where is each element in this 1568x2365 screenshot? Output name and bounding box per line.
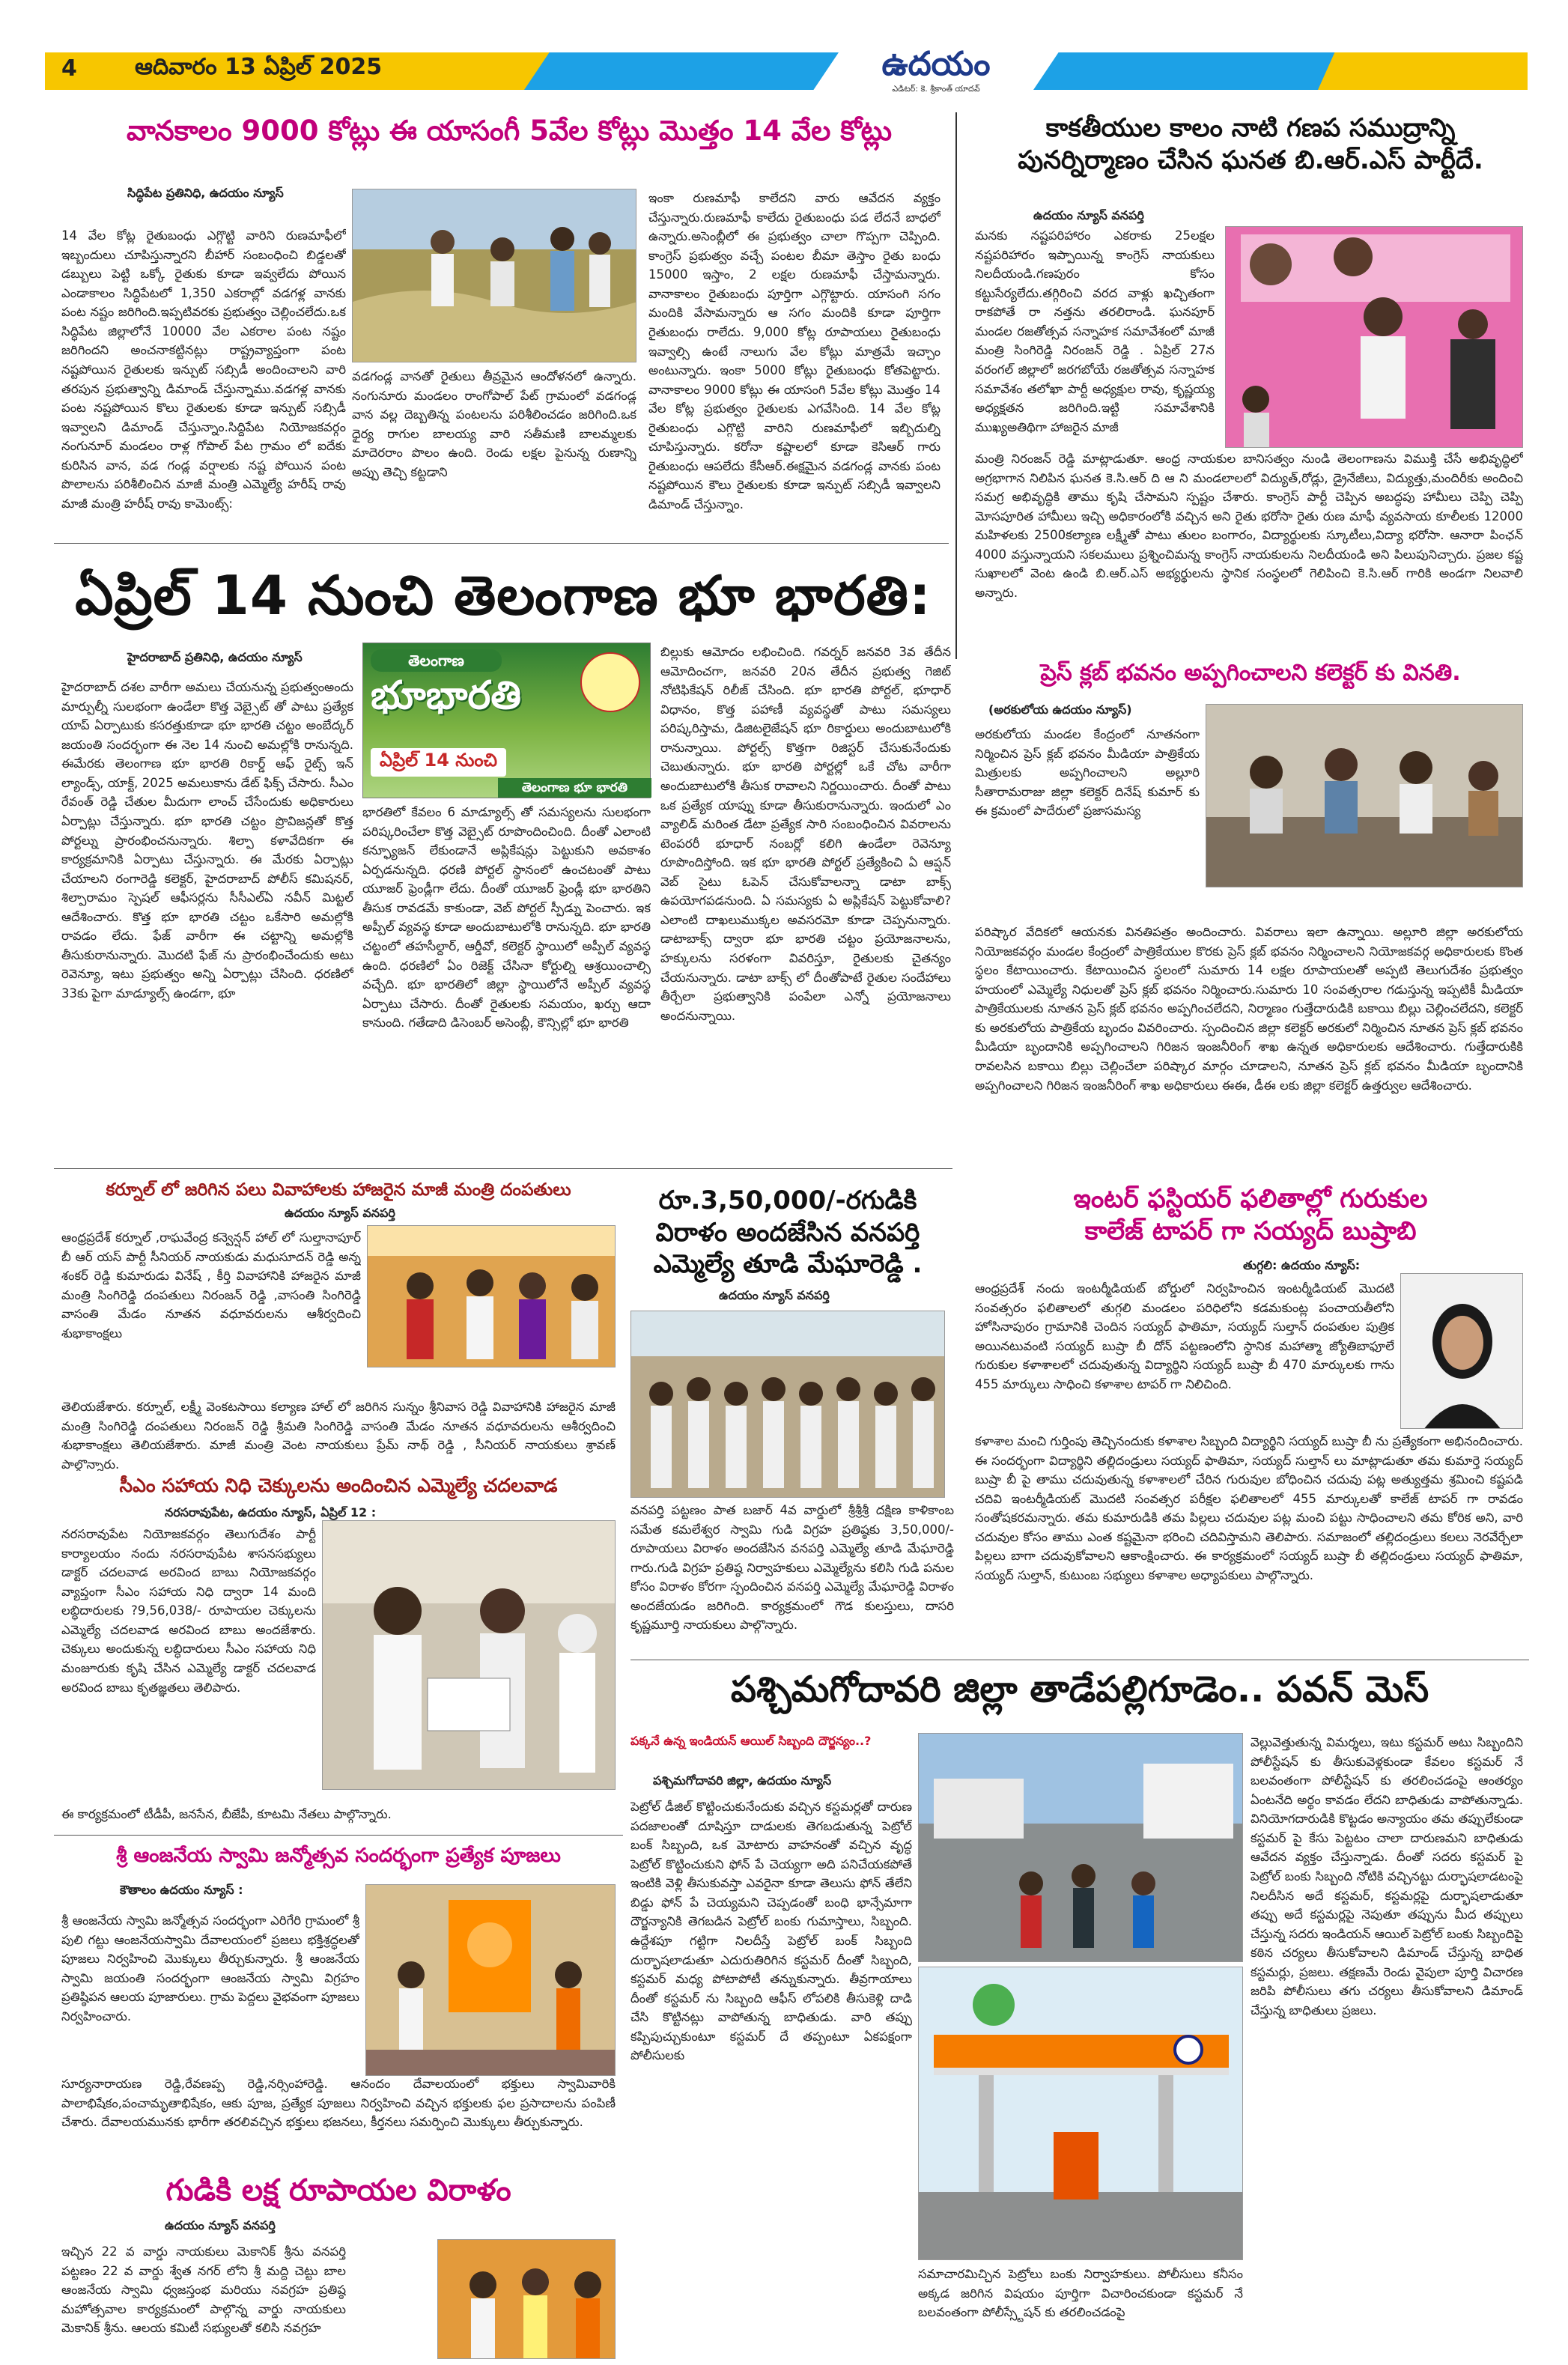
story6-headline-line2: విరాళం అందజేసిన వనపర్తి — [655, 1217, 920, 1248]
story9-photo-pump — [918, 1967, 1243, 2260]
story6-photo — [630, 1311, 945, 1498]
story11-col1: ఇచ్చిన 22 వ వార్డు నాయకులు మెకానిక్ శ్రీను వనపర్తి పట్టణం 22 వ వార్డు శ్వేత నగర్ లోని శ్రీ మద్ది చెట్టు బాల ఆంజనేయ స్వామి ధ్వజస్తంభ మరియు నవగ్రహ ప్రతిష్ఠ మహోత్సవాల కార్యక్రమంలో పాల్గొన్న వార్డు నాయకులు మెకానిక్ శ్రీను. ఆలయ కమిటీ సభ్యులతో కలిసి నవగ్రహ — [61, 2244, 346, 2336]
story1-col3: ఇంకా రుణమాఫీ కాలేదని వారు ఆవేదన వ్యక్తం చేస్తున్నారు.రుణమాఫీ కాలేదు రైతుబంధు పడ లేదనే బాధలో ఉన్నారు.అసెంబ్లీలో ఈ ప్రభుత్వం చాలా గొప్పగా చెప్పింది. కాంగ్రెస్ ప్రభుత్వం వచ్చే పంటల బీమా తెస్తాం రైతు బంధు 15000 ఇస్తాం, 2 లక్షల రుణమాఫీ చేస్తామన్నారు. వానాకాలం రైతుబంధు పూర్తిగా ఎగ్గొట్టారు. యాసంగి సగం మందికి వేసామన్నారు ఆ సగం మందికి కూడా పూర్తిగా రైతుబంధు రాలేదు. 9,000 కోట్ల రూపాయలు రైతుబంధు ఇవ్వాల్సి ఉంటే నాలుగు వేల కోట్లు మాత్రమే ఇచ్చాం అంటున్నారు. ఇంకా 5000 కోట్లు రైతుబంధు కోతపెట్టారు. వానాకాలం 9000 కోట్లు ఈ యాసంగి 5వేల కోట్లు మొత్తం 14 వేల కోట్ల ప్రభుత్వం రైతులకు ఎగవేసింది. 14 వేల కోట్ల రైతుబంధు ఎగ్గొట్టి వారిని రుణమాఫీలో ఇబ్బిదుల్ని చూపిస్తున్నారు. కరోనా కష్టాలలో కూడా కెసిఆర్ గారు రైతుబంధు ఆపలేదు కేసీఆర్.ఈక్షమైన వడగండ్ల వానకు పంట నష్టపోయిన కౌలు రైతులకు కూడా ఇన్పుట్ సబ్సిడీ ఇవ్వాలని డిమాండ్ చేస్తున్నాం. — [648, 191, 941, 511]
story4-body: పరిష్కార వేదికలో ఆయనకు వినతిపత్రం అందించారు. వివరాలు ఇలా ఉన్నాయి. అల్లూరి జిల్లా అరకులోయ నియోజకవర్గం మండల కేంద్రంలో పాత్రికేయుల కొరకు ప్రెస్ క్లబ్ భవనం నిర్మించాలని నియోజకవర్గ అధికారులకు కొంత స్థలం కేటాయించారు. కేటాయించిన స్థలంలో సుమారు 14 లక్షల రూపాయలతో అప్పటి తెలుగుదేశం ప్రభుత్వం హయంలో ఎమ్మెల్యే నిధులతో ప్రెస్ క్లబ్ భవనం నిర్మించారు.సుమారు 10 సంవత్సరాల గడుస్తున్న ఇప్పటికీ మీడియా పాత్రికేయులకు నూతన ప్రెస్ క్లబ్ భవనం అప్పగించలేదని, నిర్మాణం గుత్తేదారుడికి బకాయి బిల్లు చెల్లించలేదని, కలెక్టర్ కు అరకులోయ పాత్రికేయ బృందం వివరించారు. స్పందించిన జిల్లా కలెక్టర్ అరకులో నిర్మించిన నూతన ప్రెస్ క్లబ్ భవనం మీడియా బృందానికి అప్పగించాలని గిరిజన ఇంజనీరింగ్ శాఖ ఉన్నత అధికారులకు ఆదేశించారు. గుత్తేదారుకికి రావలసిన బకాయి బిల్లు చెల్లించేలా పరిష్కార మార్గం చూడాలని, నూతన ప్రెస్ క్లబ్ భవనం మీడియా బృందానికి అప్పగించాలని గిరిజన ఇంజనీరింగ్ శాఖ అధికారులు ఈఈ, డీఈ లకు జిల్లా కలెక్టర్ ఉత్తర్వుల ఆదేశించారు. — [975, 925, 1523, 1093]
story8-headline-line2: కాలేజ్ టాపర్ గా సయ్యద్ బుష్రాబి — [1084, 1215, 1417, 1246]
story10-photo — [365, 1884, 616, 2076]
story1-col2: వడగండ్ల వానతో రైతులు తీవ్రమైన ఆందోళనలో ఉన్నారు. నంగునూరు మండలం రాంగోపాల్ పేట్ గ్రామంలో వడగండ్ల వాన వల్ల దెబ్బతిన్న పంటలను పరిశీలించడం జరిగింది.ఒక ధైర్య రాగుల బాలయ్య వారి సతీమణి బాలమ్మలకు మాదెరరాం పొలం ఉంది. రెండు లక్షల పైనున్న రుణాన్ని అప్పు తెచ్చి కట్టడాని — [352, 369, 636, 479]
story4-col1: అరకులోయ మండల కేంద్రంలో నూతనంగా నిర్మించిన ప్రెస్ క్లబ్ భవనం మీడియా పాత్రికేయ మిత్రులకు అప్పగించాలని అల్లూరి సీతారామరాజు జిల్లా కలెక్టర్ దినేష్ కుమార్ కు ఈ క్రమంలో పాదేరులో ప్రజాసమస్య — [975, 727, 1200, 819]
graphic-title: తెలంగాణ — [371, 649, 502, 672]
bhubharati-graphic — [362, 643, 651, 798]
story9-byline: పశ్చిమగోదావరి జిల్లా, ఉదయం న్యూస్ — [653, 1773, 832, 1788]
page-number: 4 — [61, 55, 77, 82]
story7-headline: సీఎం సహాయ నిధి చెక్కులను అందించిన ఎమ్మెల్యే చదలవాడ — [119, 1475, 558, 1496]
graphic-main-title: భూభారతి — [371, 673, 521, 718]
story4-byline: (అరకులోయ ఉదయం న్యూస్) — [988, 702, 1132, 717]
issue-date: ఆదివారం 13 ఏప్రిల్ 2025 — [135, 54, 383, 80]
story8-byline: తుగ్గలి: ఉదయం న్యూస్: — [1243, 1258, 1361, 1272]
donation-group-illustration — [631, 1311, 945, 1498]
story10-body: సూర్యనారాయణ రెడ్డి,రేవణప్ప రెడ్డి,నర్సింహారెడ్డి. ఆనందం దేవాలయంలో భక్తులు స్వామివారికి పాలాభిషేకం,పంచామృతాభిషేకం, ఆకు పూజ, ప్రత్యేక పూజలు నిర్వహించి వచ్చిన భక్తులకు ఫల ప్రసాదాలను పంపిణీ చేశారు. దేవాలయమునకు భారీగా తరలివచ్చిన భక్తులు భజనలు, కీర్తనలు సమర్పించి మొక్కులు తీర్చుకున్నారు. — [61, 2077, 616, 2130]
masthead — [45, 45, 1528, 97]
street-scene-illustration — [919, 1734, 1243, 1962]
story10-col1: శ్రీ ఆంజనేయ స్వామి జన్మోత్సవ సందర్భంగా ఎరిగేరి గ్రామంలో శ్రీ పులి గట్టు ఆంజనేయస్వామి దేవాలయంలో ప్రజలు భక్తిశ్రద్ధలతో పూజలు నిర్వహించి మొక్కులు తీర్చుకున్నారు. శ్రీ ఆంజనేయ స్వామి జయంతి సందర్భంగా ఆంజనేయ స్వామి విగ్రహం ప్రతిష్ఠిపన ఆలయ పూజారులు. గ్రామ పెద్దలు వైభవంగా పూజలు నిర్వహించారు. — [61, 1913, 359, 2024]
story9-photo-street — [918, 1733, 1243, 1962]
story4-photo — [1206, 704, 1523, 887]
story5-col1: ఆంధ్రప్రదేశ్ కర్నూల్ ,రాఘవేంద్ర కన్వెన్షన్ హాల్ లో సుల్తానాపూర్ బీ ఆర్ యస్ పార్టీ సీనియర్ నాయకుడు మధుసూదన్ రెడ్డి అన్న శంకర్ రెడ్డి కుమారుడు వినేష్ , కీర్తి వివాహానికి హాజరైన మాజీ మంత్రి సింగిరెడ్డి దంపతులు నిరంజన్ రెడ్డి ,వాసంతి సింగిరెడ్డి వాసంతి మేడం నూతన వధూవరులను ఆశీర్వదించి శుభాకాంక్షలు — [61, 1230, 361, 1341]
meeting-room-illustration — [1206, 705, 1523, 887]
story10-byline: కౌతాలం ఉదయం న్యూస్ : — [120, 1883, 243, 1897]
story6-body: వనపర్తి పట్టణం పాత బజార్ 4వ వార్డులో శ్రీశ్రీశ్రీ దక్షిణ కాళికాంబ సమేత కమలేశ్వర స్వామి గుడి విగ్రహ ప్రతిష్ఠకు 3,50,000/- రూపాయలు విరాళం అందజేసిన వనపర్తి ఎమ్మెల్యే తూడి మేఘారెడ్డి గారు.గుడి విగ్రహ ప్రతిష్ఠ నిర్వాహకులు ఎమ్మెల్యేను కలిసి గుడి పనుల కోసం విరాళం కోరగా స్పందించిన వనపర్తి ఎమ్మెల్యే మేఘారెడ్డి విరాళం అందజేయడం జరిగింది. కార్యక్రమంలో గౌడ కులస్తులు, దాసరి కృష్ణమూర్తి నాయకులు పాల్గొన్నారు. — [630, 1503, 954, 1633]
story11-photo — [437, 2239, 616, 2359]
story8-col1: ఆంధ్రప్రదేశ్ నందు ఇంటర్మీడియట్ బోర్డులో నిర్వహించిన ఇంటర్మీడియట్ మొదటి సంవత్సరం ఫలితాలలో తుగ్గలి మండలం పరిధిలోని కడమకుంట్ల పంచాయతీలోని హోసినాపురం గ్రామానికి చెందిన సయ్యద్ ఫాతిమా, సయ్యద్ సుల్తాన్ దంపతుల పుత్రిక అయినటువంటి సయ్యద్ బుష్రా బీ దోన్ పట్టణంలోని స్థానిక మహాత్మా జ్యోతిబాఫూలే గురుకుల కళాశాలలో చదువుతున్న విద్యార్థిని సయ్యద్ బుష్రా బీ 470 మార్కులకు గాను 455 మార్కులు సాధించి కళాశాల టాపర్ గా నిలిచింది. — [975, 1281, 1394, 1391]
story8-headline — [973, 1183, 1528, 1247]
student-portrait — [1401, 1274, 1523, 1429]
story2-byline: ఉదయం న్యూస్ వనపర్తి — [1033, 208, 1144, 222]
story4-headline: ప్రెస్ క్లబ్ భవనం అప్పగించాలని కలెక్టర్ కు వినతి. — [1040, 660, 1461, 686]
story3-col2: భారతిలో కేవలం 6 మాడ్యూల్స్ తో సమస్యలను సులభంగా పరిష్కరించేలా కొత్త వెబ్సైట్ రూపొందించింది. దీంతో ఎలాంటి కన్ఫ్యూజన్ లేకుండానే అప్లికేషన్లు పెట్టుకుని అవకాశం ఏర్పడనున్నది. ధరణి పోర్టల్ స్థానంలో ఉంచటంతో పాటు యూజర్ ఫ్రెండ్లీగా లేదు. దీంతో యూజర్ ఫ్రెండ్లీ భూ భారతిని తీసుక రావడమే కాకుండా, వెబ్ పోర్టల్ స్పీడ్ను పెంచారు. ఇక అప్పీల్ వ్యవస్థ కూడా అందుబాటులోకి రానున్నది. భూ భారతి చట్టంలో తహసీల్దార్, ఆర్డీవో, కలెక్టర్ స్థాయిలో అప్పీల్ వ్యవస్థ ఉంది. ధరణిలో ఏం రిజెక్ట్ చేసినా కోర్టుల్ని ఆశ్రయించాల్సి వచ్చేది. భూ భారతిలో జిల్లా స్థాయిలోనే అప్పీల్ వ్యవస్థ ఏర్పాటు చేసారు. దీంతో రైతులకు సమయం, ఖర్చు ఆదా కానుంది. గతేడాది డిసెంబర్ అసెంబ్లీ, కౌన్సిల్లో భూ భారతి — [362, 805, 651, 1030]
emblem-icon — [580, 652, 640, 712]
story3-headline: ఏప్రిల్ 14 నుంచి తెలంగాణ భూ భారతి: — [75, 564, 932, 627]
story6-headline — [630, 1185, 945, 1281]
temple-donation-illustration — [438, 2240, 616, 2359]
story5-byline: ఉదయం న్యూస్ వనపర్తి — [285, 1206, 395, 1220]
wedding-illustration — [368, 1226, 616, 1367]
story6-headline-line3: ఎమ్మెల్యే తూడి మేఘారెడ్డి . — [653, 1249, 923, 1279]
story1-byline: సిద్ధిపేట ప్రతినిధి, ఉదయం న్యూస్ — [127, 186, 284, 200]
farm-inspection-illustration — [353, 189, 636, 362]
story7-byline: నరసరావుపేట, ఉదయం న్యూస్, ఏప్రిల్ 12 : — [165, 1505, 377, 1520]
logo-tagline: ఎడిటర్: కె. శ్రీకాంత్ యాదవ్ — [892, 84, 980, 94]
story11-headline: గుడికి లక్ష రూపాయల విరాళం — [165, 2173, 511, 2208]
story3-byline: హైదరాబాద్ ప్రతినిధి, ఉదయం న్యూస్ — [127, 650, 303, 664]
section-rule — [54, 1168, 952, 1169]
story1-col1: 14 వేల కోట్ల రైతుబంధు ఎగ్గొట్టి వారిని రుణమాఫీలో ఇబ్బందులు చూపిస్తున్నారని బీహార్ సంబంధించి బిడ్డలతో డబ్బులు పెట్టి ఒక్కో రైతుకు కూడా ఇవ్వలేదు పోయిన ఎండాకాలం సిద్ధిపేటలో 1,350 ఎకరాల్లో వడగళ్ల వానకు పంట నష్టం జరిగింది.ఇప్పటివరకు ప్రభుత్వం చెల్లించలేదు.ఒక సిద్ధిపేట జిల్లాలోనే 10000 వేల ఎకరాల పంట నష్టం జరిగిందని అంచనాకట్టినట్లు రాష్ట్రవ్యాప్తంగా పంట నష్టపోయిన రైతులకు ఇన్పుట్ సబ్సిడీ అందించాలని వారి తరపున ప్రభుత్వాన్ని డిమాండ్ చేస్తున్నాము.వడగళ్ల వానకు పంట నష్టపోయిన కొలు రైతులకు కూడా ఇన్పుట్ సబ్సిడీ ఇవ్వాలని డిమాండ్ చేస్తున్నాం.సిద్దిపేట నియోజకవర్గం నంగునూర్ మండలం రాళ్ల గోపాల్ పేట గ్రామం లో ఐదేకు కురిసిన వాన, వడ గండ్ల వర్షాలకు నష్ట పోయిన పంట పొలాలను పరిశీలించిన మాజీ మంత్రి ఎమ్మెల్యే హరీష్ రావు మాజీ మంత్రి హరీష్ రావు కామెంట్స్: — [61, 228, 346, 511]
masthead-yellow-band-right — [1318, 52, 1528, 90]
logo-text: ఉదయం — [881, 45, 991, 83]
story2-body: మంత్రి నిరంజన్ రెడ్డి మాట్లాడుతూ. ఆంధ్ర నాయకుల బానిసత్వం నుండి తెలంగాణను విముక్తి చేసే అభివృద్ధిలో అగ్రభాగాన నిలిపిన ఘనత కె.సి.ఆర్ ది ఆ ని మండలాలలో విద్యుత్,రోడ్లు, డ్రైనేజీలు, విద్యుత్తు,మందిరీకు అందించి సమగ్ర అభివృద్ధికి తాము కృషి చేసామని స్పష్టం చేశారు. కాంగ్రెస్ పార్టీ చెప్పిన అబద్ధపు హామీలు చెప్పి చెప్పి మోసపూరిత హామీలు ఇచ్చి అధికారంలోకి వచ్చిన అని రైతు భరోసా రైతు రుణ మాఫీ వ్యవసాయ కూలీలకు 12000 మహిళలకు 2500కల్యాణ లక్ష్మీతో పాటు తులం బంగారం, విద్యార్థులకు స్కూటీలు,విద్యా భరోసా. ఆనారా పింఛన్ 4000 వస్తున్నాయని సకలములు ప్రశ్నించిమన్న కాంగ్రెస్ నాయకులను నిలదీయండి అని పిలుపునిచ్చారు. ప్రజల కష్ట సుఖాలలో వెంట ఉండి బి.ఆర్.ఎస్ అభ్యర్థులను స్థానిక సంస్థలలో గెలిపించి కె.సి.ఆర్ గారికి అండగా నిలవాలి అన్నారు. — [975, 452, 1523, 600]
story9-caption: సమాచారమిచ్చిన పెట్రోలు బంకు నిర్వాహకులు. పోలీసులు కనీసం అక్కడ జరిగిన విషయం పూర్తిగా విచారించకుండా కస్టమర్ నే బలవంతంగా పోలీస్స్టేషన్ కు తరలించడంపై — [918, 2267, 1243, 2320]
story7-col1: నరసరావుపేట నియోజకవర్గం తెలుగుదేశం పార్టీ కార్యాలయం నందు నరసరావుపేట శాసనసభ్యులు డాక్టర్ చదలవాడ అరవింద బాబు నియోజకవర్గం వ్యాప్తంగా సీఎం సహాయ నిధి ద్వారా 14 మంది లబ్ధిదారులకు ?9,56,038/- రూపాయల చెక్కులను ఎమ్మెల్యే చదలవాడ అరవింద బాబు అందజేశారు. చెక్కులు అందుకున్న లబ్ధిదారులు సీఎం సహాయ నిధి మంజూరుకు కృషి చేసిన ఎమ్మెల్యే డాక్టర్ చదలవాడ అరవింద బాబు కృతజ్ఞతలు తెలిపారు. — [61, 1527, 316, 1695]
story7-photo — [322, 1520, 616, 1790]
column-divider — [955, 112, 957, 659]
story11-byline: ఉదయం న్యూస్ వనపర్తి — [165, 2218, 276, 2232]
story2-headline-line2: పునర్నిర్మాణం చేసిన ఘనత బి.ఆర్.ఎస్ పార్టీదే. — [1018, 145, 1483, 175]
story3-col3: బిల్లుకు ఆమోదం లభించింది. గవర్నర్ జనవరి 3వ తేదీన ఆమోదించగా, జనవరి 20న తేదీన ప్రభుత్వ గెజిట్ నోటిఫికేషన్ రిలీజ్ చేసింది. భూ భారతి పోర్టల్, భూధార్ విధానం, కొత్త పహాణీ వ్యవస్థతో పాటు సమస్యలు పరిష్కరిస్తామ, డిజిటలైజేషన్ భూ రికార్డులు అందుబాటులోకి రానున్నాయి. పోర్టల్స్ కొత్తగా రిజిస్టర్ చేసుకునేందుకు చెబుతున్నారు. భూ భారతి పోర్టల్లో ఒకే చోట వారీగా అందుబాటులోకి తీసుక రావాలని నిర్ణయించారు. దీంతో పాటు ఒక ప్రత్యేక యాప్ను కూడా తీసుకురానున్నారు. ఇందులో ఎం వ్యాలిడ్ మరింత డేటా ప్రత్యేక సారి సంబంధించిన వివరాలను టెంపరరీ భూధార్ నంబర్లో కలిగి ఉండేలా రెవెన్యూ రూపొందిస్తోంది. ఇక భూ భారతి పోర్టల్ ప్రత్యేకించి ఏ ఆప్షన్ వెబ్ సైటు ఓపెన్ చేసుకోవాలన్నా డాటా బాక్స్ ఉపయోగపడ‌నుంది. ఏ సమస్యకు ఏ అప్లికేషన్ పెట్టుకోవాలి? ఎలాంటి దాఖలుముక్కల అవసరమో కూడా చెప్పనున్నారు. డాటాబాక్స్ ద్వారా భూ భారతి చట్టం ప్రయోజనాలను, హక్కులను సరళంగా వివరిస్తూ, రైతులకు చైతన్యం చేయనున్నారు. డాటా బాక్స్ లో దీంతోపాటే రైతుల సందేహాలు తీర్చేలా ప్రభుత్వానికి పంపేలా ఎన్నో ప్రయోజనాలు అందనున్నాయి. — [660, 645, 951, 1023]
story2-headline-line1: కాకతీయుల కాలం నాటి గణప సముద్రాన్ని — [1045, 113, 1456, 143]
temple-puja-illustration — [366, 1885, 616, 2076]
speaker-podium-illustration — [1226, 227, 1523, 448]
story9-col3: వెల్లువెత్తుతున్న విమర్శలు, ఇటు కస్టమర్ అటు సిబ్బందిని పోలీస్టేషన్ కు తీసుకువెళ్లకుండా కేవలం కస్టమర్ నే బలవంతంగా పోలీస్టేషన్ కు తరలించడంపై ఆంతర్యం ఏంటనేది అర్థం కావడం లేదని బాధితుడు వాపోతున్నాడు. వినియోగదారుడికి కొట్టడం అన్యాయం తమ తప్పులేకుండా కస్టమర్ పై కేసు పెట్టటం చాలా దారుణమని బాధితుడు ఆవేదన వ్యక్తం చేస్తున్నాడు. దీంతో సదరు కస్టమర్ పై పెట్రోల్ బంకు సిబ్బంది నోటికి వచ్చినట్టు దుర్భాషలాడటంపై నిలదీసిన అదే కస్టమర్, కస్టమర్లపై దుర్భాషలాడుతూ తప్పు అదే కస్టమర్లపై నెపుతూ తప్పును మీద తప్పులు చేస్తున్న సదరు ఇండియన్ ఆయిల్ పెట్రోల్ బంకు సిబ్బందిపై కఠిన చర్యలు తీసుకోవాలని డిమాండ్ చేస్తున్న బాధిత కస్టమర్లు, ప్రజలు. తక్షణమే రెండు వైపులా పూర్తి విచారణ జరిపి పోలీసులు తగు చర్యలు తీసుకోవాలని డిమాండ్ చేస్తున్న బాధితులు ప్రజలు. — [1251, 1735, 1523, 2018]
story2-col1: మనకు నష్టపరిహారం ఎకరాకు 25లక్షల నష్టపరిహారం ఇప్పాయిన్న కాంగ్రెస్ నాయకులు నిలదీయండి.గణపురం కోసం కట్టుసేర్యలేదు.తగ్గిరించి వరద వాళ్లు ఖచ్చితంగా రాకపోతే రా నత్తను తరలిరాండి. ఘనపూర్ మండల రజతోత్సవ సన్నాహక సమావేశంలో మాజీ మంత్రి సింగిరెడ్డి నిరంజన్ రెడ్డి . ఏప్రిల్ 27న వరంగల్ జిల్లాలో జరగబోయే రజతోత్సవ సన్నాహక సమావేశం తలోఖా పార్టీ అధ్యక్షుల రావు, కృష్ణయ్య అధ్యక్షతన జరిగింది.ఇట్టి సమావేశానికి ముఖ్యఅతిథిగా హాజరైన మాజీ — [975, 228, 1215, 434]
section-rule — [54, 1835, 623, 1836]
story8-headline-line1: ఇంటర్ ఫస్టియర్ ఫలితాల్లో గురుకుల — [1073, 1184, 1428, 1214]
graphic-date: ఏప్రిల్ 14 నుంచి — [371, 748, 506, 777]
story5-photo — [367, 1225, 616, 1367]
cheque-handover-illustration — [323, 1521, 616, 1790]
story5-body: తెలియజేశారు. కర్నూల్, లక్ష్మీ వెంకటసాయి కల్యాణ హాల్ లో జరిగిన సున్నం శ్రీనివాస రెడ్డి వివాహానికి హాజరైన మాజీ మంత్రి సింగిరెడ్డి దంపతులు నిరంజన్ రెడ్డి శ్రీమతి సింగిరెడ్డి వాసంతి మేడం నూతన వధూవరులను ఆశీర్వదించి శుభాకాంక్షలు తెలియజేశారు. మాజీ మంత్రి వెంట నాయకులు ప్రేమ్ నాథ్ రెడ్డి , సీనియర్ నాయకులు శ్రావణ్ పాల్గొన్నారు. — [61, 1400, 616, 1471]
story6-byline: ఉదయం న్యూస్ వనపర్తి — [719, 1288, 830, 1302]
graphic-banner: తెలంగాణ భూ భారతి — [498, 778, 651, 798]
story1-photo — [352, 189, 636, 362]
story2-headline — [973, 112, 1528, 176]
story5-headline: కర్నూల్ లో జరిగిన పలు వివాహాలకు హాజరైన మాజీ మంత్రి దంపతులు — [106, 1180, 571, 1200]
story1-headline: వానకాలం 9000 కోట్లు ఈ యాసంగీ 5వేల కోట్లు మొత్తం 14 వేల కోట్లు — [126, 115, 892, 147]
newspaper-logo — [839, 45, 1033, 97]
story6-headline-line1: రూ.3,50,000/-రగుడికి — [658, 1185, 917, 1215]
story7-tail: ఈ కార్యక్రమంలో టీడీపీ, జనసేన, బీజేపీ, కూటమి నేతలు పాల్గొన్నారు. — [61, 1807, 392, 1821]
story10-headline: శ్రీ ఆంజనేయ స్వామి జన్మోత్సవ సందర్భంగా ప్రత్యేక పూజలు — [116, 1845, 561, 1867]
story9-kicker: పక్కనే ఉన్న ఇండియన్ ఆయిల్ సిబ్బంది దౌర్జన్యం..? — [630, 1734, 872, 1748]
story9-headline: పశ్చిమగోదావరి జిల్లా తాడేపల్లిగూడెం.. పవన్ మెస్ — [730, 1669, 1429, 1710]
masthead-blue-band — [524, 52, 839, 90]
student-photo — [1400, 1273, 1523, 1429]
story3-col1: హైదరాబాద్ దశల వారీగా అమలు చేయనున్న ప్రభుత్వంఅందు మార్పుల్నీ సులభంగా ఉండేలా కొత్త వెబ్సైట్ తో పాటు ప్రత్యేక యాప్ ఏర్పాటుకు కసరత్తుకూడా భూ భారతి చట్టం అంబేద్కర్ జయంతి సందర్భంగా ఈ నెల 14 నుంచి అమల్లోకి రానున్నది. ఈమేరకు తెలంగాణ భూ భారతి రికార్డ్ ఆఫ్ రైట్స్ ఇన్ ల్యాండ్స్, యాక్ట్, 2025 అమలుకాను డేట్ ఫిక్స్ చేసారు. సీఎం రేవంత్ రెడ్డి చేతుల మీదుగా లాంచ్ చేసేందుకు అధికారులు ఏర్పాట్లు చేస్తున్నారు. భూ భారతి చట్టం ప్రొవిజన్లతో కొత్త పోర్టల్ను ప్రారంభించనున్నారు. శిల్పా కళావేదికగా ఈ కార్యక్రమానికి ఏర్పాటు చేస్తున్నారు. ఈ మేరకు ఏర్పాట్లు చేయాలని రంగారెడ్డి కలెక్టర్, హైదరాబాద్ పోలీస్ కమిషనర్, శిల్పారామం స్పెషల్ ఆఫీసర్లను సీసీఎల్ఏ నవీన్ మిట్టల్ ఆదేశించారు. కొత్త భూ భారతి చట్టం ఒకేసారి అమల్లోకి రావడం లేదు. ఫేజ్ వారీగా ఈ చట్టాన్ని అమల్లోకి తీసుకురానున్నారు. మొదటి ఫేజ్ ను ప్రారంభించేందుకు అటు రెవెన్యూ, ఇటు ప్రభుత్వం అన్ని ఏర్పాట్లు చేసింది. ధరణిలో 33కు పైగా మాడ్యూల్స్ ఉండగా, భూ — [61, 680, 353, 1001]
masthead-blue-band-right — [1033, 52, 1348, 90]
story9-col1: పెట్రోల్ డీజిల్ కొట్టించుకునేందుకు వచ్చిన కస్టమర్లతో దారుణ పదజాలంతో దూషిస్తూ దాడులకు తెగబడుతున్న పెట్రోల్ బంక్ సిబ్బంది, ఒక మోటారు వాహనంతో వచ్చిన వృద్ధ పెట్రోల్ కొట్టించుకుని ఫోన్ పే చెయ్యగా అది పనిచేయకపోతే ఇంటికి వెళ్లి తీసుకువస్తా ఎవరైనా కూడా తెలుసు ఫోన్ తేలేని బిడ్డు ఫోన్ పే చెయ్యమని చెప్పడంతో బంధి భాన్సేమాగా దౌర్జన్యానికి తెగబడిన పెట్రోల్ బంకు గుమాస్తాలు, సిబ్బంది. ఉద్దేశపూ గట్టిగా నిలదీస్తే పెట్రోల్ బంక్ సిబ్బంది దుర్భాషలాడుతూ ఎదురుతిరిగిన కస్టమర్ దీంతో సిబ్బంది, కస్టమర్ మధ్య పోటాపోటీ తన్నుకున్నారు. తీవ్రగాయాలు దీంతో కస్టమర్ ను సిబ్బంది ఆఫీస్ లోపలికి తీసుకెళ్లి దాడి చేసి కొట్టినట్లు వాపోతున్న బాధితుడు. వారి తప్పు కప్పిపుచ్చుకుంటూ కస్టమర్ దే తప్పంటూ ఏకపక్షంగా పోలీసులకు — [630, 1800, 912, 2063]
petrol-pump-illustration — [919, 1967, 1243, 2260]
story8-body: కళాశాల మంచి గుర్తింపు తెచ్చినందుకు కళాశాల సిబ్బంది విద్యార్థిని సయ్యద్ బుష్రా బీ ను ప్రత్యేకంగా అభినందించారు. ఈ సందర్భంగా విద్యార్థిని తల్లిదండ్రులు సయ్యద్ ఫాతిమా, సయ్యద్ సుల్తాన్ లు మాట్లాడుతూ తమ కుమార్తె సయ్యద్ బుష్రా బీ పై తాము చదువుతున్న కళాశాలలో చేరిన గురువుల బోధించిన చదువు పట్ల అత్యుత్తమ శ్రమించి కష్టపడి చదివి ఇంటర్మీడియట్ మొదటి సంవత్సర పరీక్షల ఫలితాలలో 455 మార్కులతో కాలేజ్ టాపర్ గా రావడం సంతోషకరమన్నారు. తమ కుమారుడికి తమ పిల్లలు చదువుల పట్ల మంచి పట్టు సాధించాలని తమ కోరిక అని, వారి చదువుల కోసం తాము ఎంత కష్టమైనా భరించి చదివిస్తామని తెలిపారు. సమాజంలో తల్లిదండ్రులు కలలు నెరవేర్చేలా పిల్లలు బాగా చదువుకోవాలని ఆకాంక్షించారు. ఈ కార్యక్రమంలో సయ్యద్ బుష్రా బీ తల్లిదండ్రులు సయ్యద్ ఫాతిమా, సయ్యద్ సుల్తాన్, కుటుంబ సభ్యులు కళాశాల అధ్యాపకులు పాల్గొన్నారు. — [975, 1434, 1523, 1582]
story2-photo — [1225, 226, 1523, 448]
section-rule — [54, 543, 949, 544]
